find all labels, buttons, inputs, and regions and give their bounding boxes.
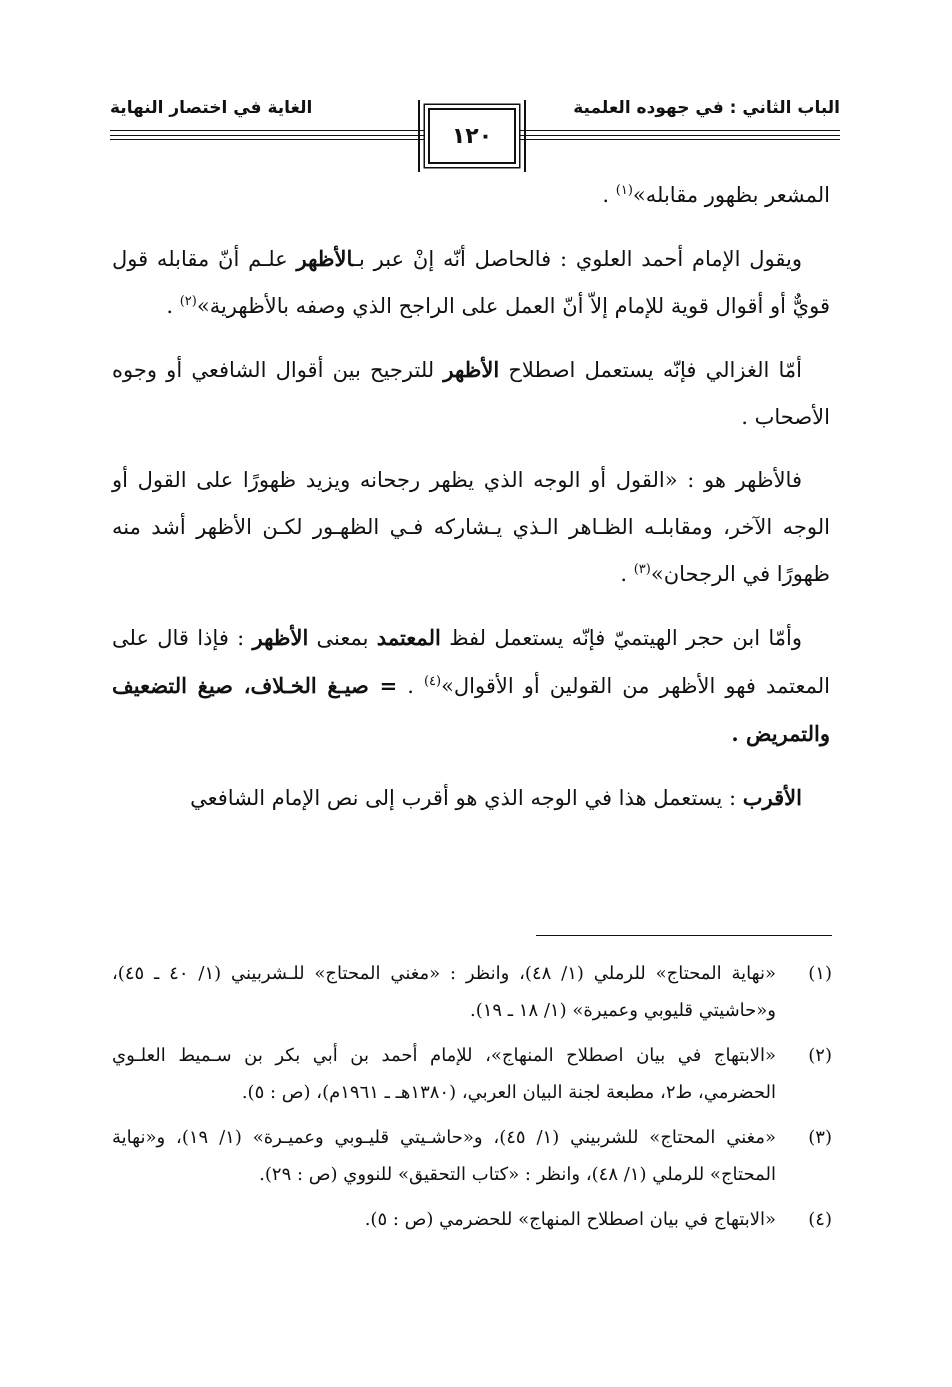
running-head-book-title: الغاية في اختصار النهاية <box>110 98 313 118</box>
footnote-item <box>112 955 832 1029</box>
paragraph-text: : يستعمل هذا في الوجه الذي هو أقرب إلى نص الإمام الشافعي <box>190 786 743 810</box>
footnote-number: (١) <box>808 963 832 984</box>
cross-reference-heading: = صيـغ الخـلاف، صيغ التضعيف والتمريض . <box>112 673 830 746</box>
paragraph-text: . <box>602 183 616 207</box>
paragraph <box>112 235 830 330</box>
main-text <box>112 172 830 838</box>
paragraph <box>112 774 830 822</box>
paragraph-text: . <box>620 562 634 586</box>
page-number: ١٢٠ <box>428 108 516 164</box>
term-bold: الأقرب <box>742 785 802 810</box>
footnote-ref[interactable]: (٢) <box>179 294 197 309</box>
paragraph <box>112 172 830 219</box>
term-bold: المعتمد <box>376 625 441 650</box>
paragraph-text: ويقول الإمام أحمد العلوي : فالحاصل أنّه إنْ عبر بـ <box>352 247 802 271</box>
footnote-text: «مغني المحتاج» للشربيني (١/ ٤٥)، و«حاشـيتي قليـوبي وعميـرة» (١/ ١٩)، و«نهاية المحتاج» للرملي (١/ ٤٨)، وانظر : «كتاب التحقيق» للنووي (ص : ٢٩). <box>112 1127 777 1185</box>
footnote-separator <box>536 935 832 936</box>
paragraph-text: للترجيح بين أقوال الشافعي أو وجوه الأصحاب . <box>112 358 830 429</box>
paragraph-text: وأمّا ابن حجر الهيتميّ فإنّه يستعمل لفظ <box>440 626 802 650</box>
running-head-chapter-title: الباب الثاني : في جهوده العلمية <box>573 98 840 118</box>
footnote-item <box>112 1201 832 1238</box>
paragraph-text: علـم أنّ مقابله قول قويٌّ أو أقوال قوية للإمام إلاّ أنّ العمل على الراجح الذي وصفه بالأظهرية» <box>112 247 830 318</box>
footnote-ref[interactable]: (٣) <box>633 562 651 577</box>
term-bold: الأظهر <box>252 625 309 650</box>
paragraph-text: : فإذا قال على المعتمد فهو الأظهر من القولين أو الأقوال» <box>112 626 830 698</box>
paragraph-text: بمعنى <box>308 626 377 650</box>
paragraph <box>112 614 830 758</box>
term-bold: الأظهر <box>443 357 500 382</box>
paragraph-text: . <box>397 674 424 698</box>
footnote-number: (٤) <box>808 1209 832 1230</box>
page-header <box>110 90 840 170</box>
footnote-text: «نهاية المحتاج» للرملي (١/ ٤٨)، وانظر : «مغني المحتاج» للـشربيني (١/ ٤٠ ـ ٤٥)، و«حاشيتي قليوبي وعميرة» (١/ ١٨ ـ ١٩). <box>112 963 776 1021</box>
footnote-text: «الابتهاج في بيان اصطلاح المنهاج» للحضرمي (ص : ٥). <box>364 1209 776 1230</box>
paragraph <box>112 457 830 598</box>
term-bold: الأظهر <box>296 246 353 271</box>
footnote-text: «الابتهاج في بيان اصطلاح المنهاج»، للإمام أحمد بن أبي بكر بن سـميط العلـوي الحضرمي، ط٢، مطبعة لجنة البيان العربي، (١٣٨٠هـ ـ ١٩٦١م)، (ص : ٥). <box>112 1045 776 1103</box>
paragraph-text: . <box>166 294 180 318</box>
paragraph-text: أمّا الغزالي فإنّه يستعمل اصطلاح <box>499 358 802 382</box>
footnote-item <box>112 1037 832 1111</box>
footnote-ref[interactable]: (١) <box>615 183 633 198</box>
paragraph-text: المشعر بظهور مقابله» <box>632 183 830 207</box>
footnotes <box>112 955 832 1246</box>
footnote-item <box>112 1119 832 1193</box>
paragraph <box>112 346 830 441</box>
footnote-ref[interactable]: (٤) <box>423 674 442 689</box>
paragraph-text: فالأظهر هو : «القول أو الوجه الذي يظهر رجحانه ويزيد ظهورًا على القول أو الوجه الآخر، ومقابلـه الظـاهر الـذي يـشاركه فـي الظهـور لكـن الأظهر أشد منه ظهورًا في الرجحان» <box>112 468 830 586</box>
footnote-number: (٢) <box>808 1045 832 1066</box>
footnote-number: (٣) <box>808 1127 832 1148</box>
